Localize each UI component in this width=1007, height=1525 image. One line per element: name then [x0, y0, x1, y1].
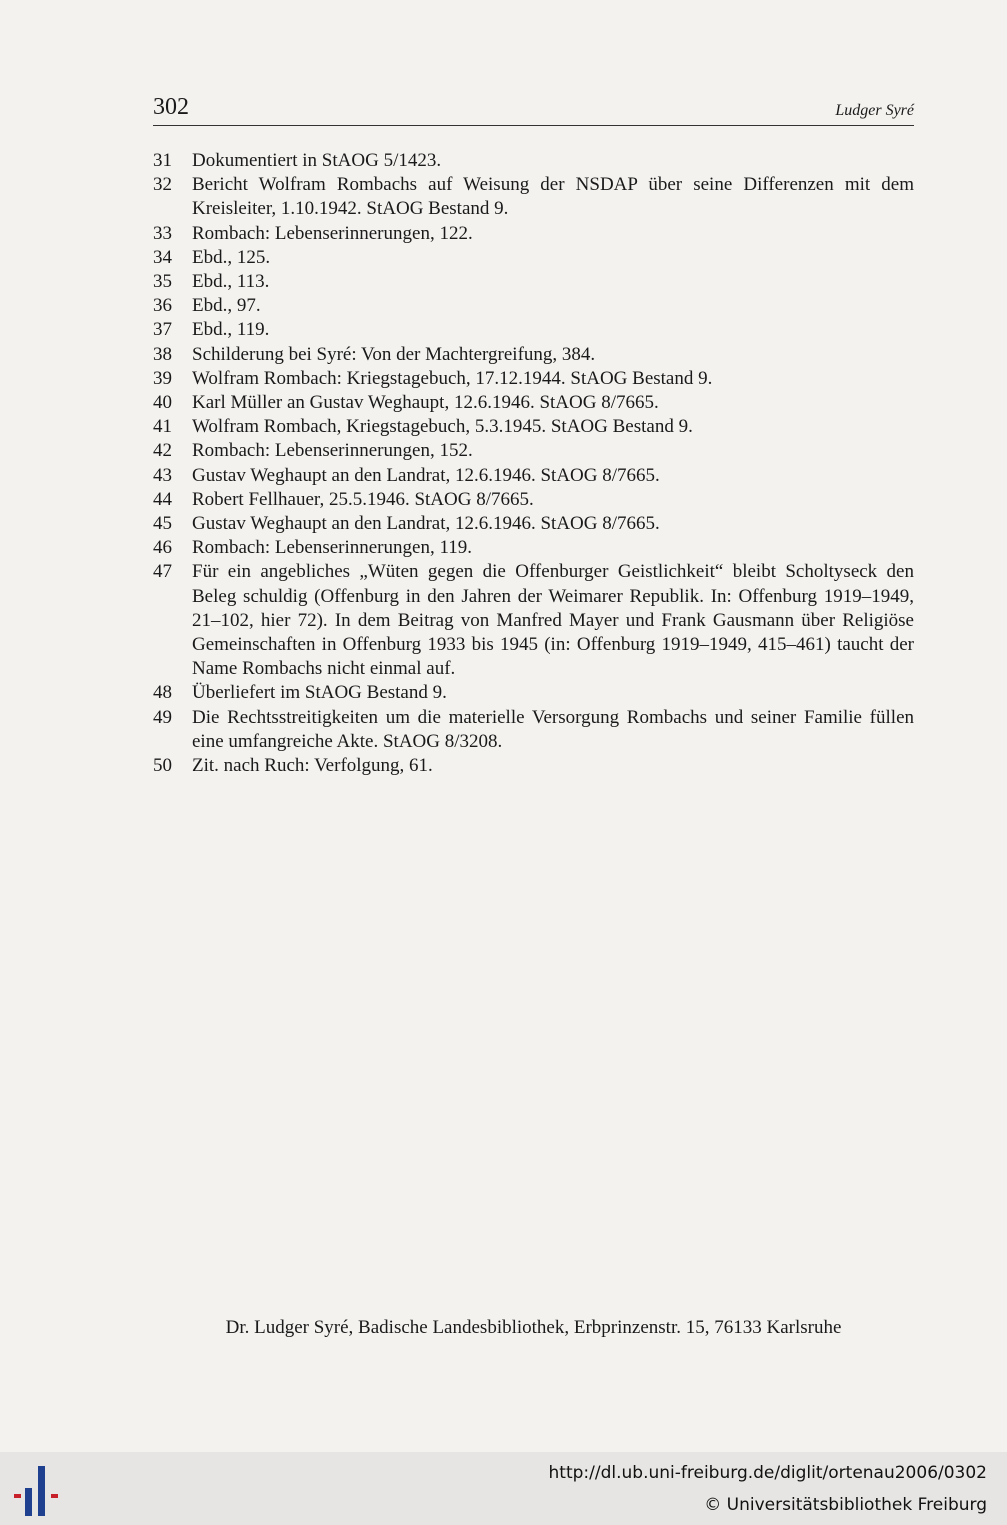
endnote-number: 45: [153, 513, 172, 535]
endnote-text: Schilderung bei Syré: Von der Machtergreifung, 384.: [192, 343, 596, 365]
endnote-number: 48: [153, 682, 172, 704]
endnote-number: 35: [153, 271, 172, 293]
endnote-number: 33: [153, 222, 172, 244]
endnote-item: [153, 246, 914, 270]
endnote-text: Robert Fellhauer, 25.5.1946. StAOG 8/7665.: [192, 488, 534, 510]
copyright-notice: © Universitätsbibliothek Freiburg: [704, 1495, 987, 1515]
endnote-item: [153, 294, 914, 318]
endnote-number: 49: [153, 706, 172, 728]
endnote-text: Karl Müller an Gustav Weghaupt, 12.6.1946. StAOG 8/7665.: [192, 392, 659, 414]
endnote-text: Ebd., 97.: [192, 295, 261, 317]
endnote-number: 44: [153, 488, 172, 510]
running-head: Ludger Syré: [835, 102, 914, 119]
endnote-item: [153, 270, 914, 294]
endnote-text: Ebd., 125.: [192, 246, 271, 268]
endnotes-list: [153, 149, 914, 778]
endnote-number: 41: [153, 416, 172, 438]
endnote-text: Die Rechtsstreitigkeiten um die materielle Versorgung Rombachs und seiner Familie füllen eine umfangreiche Akte. StAOG 8/3208.: [192, 706, 914, 752]
endnote-item: [153, 681, 914, 705]
endnote-item: [153, 222, 914, 246]
endnote-number: 31: [153, 150, 172, 171]
endnote-text: Dokumentiert in StAOG 5/1423.: [192, 150, 442, 171]
endnote-item: [153, 391, 914, 415]
endnote-item: [153, 318, 914, 342]
endnote-item: [153, 173, 914, 221]
endnote-item: [153, 415, 914, 439]
endnote-item: [153, 754, 914, 778]
endnote-text: Rombach: Lebenserinnerungen, 119.: [192, 537, 472, 559]
endnote-number: 42: [153, 440, 172, 462]
endnote-text: Ebd., 113.: [192, 271, 270, 293]
endnote-number: 39: [153, 367, 172, 389]
university-library-logo-icon[interactable]: [14, 1466, 64, 1516]
endnote-text: Rombach: Lebenserinnerungen, 122.: [192, 222, 473, 244]
endnote-text: Gustav Weghaupt an den Landrat, 12.6.1946. StAOG 8/7665.: [192, 513, 660, 535]
author-address: Dr. Ludger Syré, Badische Landesbibliothek, Erbprinzenstr. 15, 76133 Karlsruhe: [225, 1317, 842, 1338]
endnote-number: 46: [153, 537, 172, 559]
endnote-item: [153, 439, 914, 463]
page-header: [153, 93, 914, 126]
endnote-text: Ebd., 119.: [192, 319, 270, 341]
endnote-text: Rombach: Lebenserinnerungen, 152.: [192, 440, 473, 462]
endnote-item: [153, 464, 914, 488]
endnote-item: [153, 706, 914, 754]
endnote-number: 40: [153, 392, 172, 414]
endnote-text: Für ein angebliches „Wüten gegen die Offenburger Geistlichkeit“ bleibt Scholtyseck den Beleg schuldig (Offenburg in den Jahren der Weimarer Republik. In: Offenburg 1919–1949, 21–102, hier 72). In dem Beitrag von Manfred Mayer und Frank Gausmann über Religiöse Gemeinschaften in Offenburg 1933 bis 1945 (in: Offenburg 1919–1949, 415–461) taucht der Name Rombachs nicht einmal auf.: [192, 561, 914, 680]
endnote-number: 32: [153, 174, 172, 196]
endnote-item: [153, 512, 914, 536]
endnote-item: [153, 367, 914, 391]
endnote-number: 50: [153, 755, 172, 777]
endnote-number: 38: [153, 343, 172, 365]
page-number: 302: [153, 94, 189, 120]
endnote-number: 47: [153, 561, 172, 583]
endnote-item: [153, 488, 914, 512]
endnote-item: [153, 560, 914, 681]
endnote-item: [153, 536, 914, 560]
endnote-number: 36: [153, 295, 172, 317]
endnote-text: Überliefert im StAOG Bestand 9.: [192, 682, 447, 704]
endnote-item: [153, 149, 914, 173]
endnote-number: 37: [153, 319, 172, 341]
endnote-text: Wolfram Rombach, Kriegstagebuch, 5.3.1945. StAOG Bestand 9.: [192, 416, 693, 438]
endnote-text: Zit. nach Ruch: Verfolgung, 61.: [192, 755, 433, 777]
endnote-number: 34: [153, 246, 172, 268]
endnote-text: Bericht Wolfram Rombachs auf Weisung der NSDAP über seine Differenzen mit dem Kreisleiter, 1.10.1942. StAOG Bestand 9.: [192, 174, 914, 220]
endnote-number: 43: [153, 464, 172, 486]
endnote-text: Gustav Weghaupt an den Landrat, 12.6.1946. StAOG 8/7665.: [192, 464, 660, 486]
viewer-footer: [0, 1452, 1007, 1525]
endnote-item: [153, 343, 914, 367]
endnote-text: Wolfram Rombach: Kriegstagebuch, 17.12.1944. StAOG Bestand 9.: [192, 367, 713, 389]
permalink-url[interactable]: http://dl.ub.uni-freiburg.de/diglit/ortenau2006/0302: [548, 1463, 987, 1483]
